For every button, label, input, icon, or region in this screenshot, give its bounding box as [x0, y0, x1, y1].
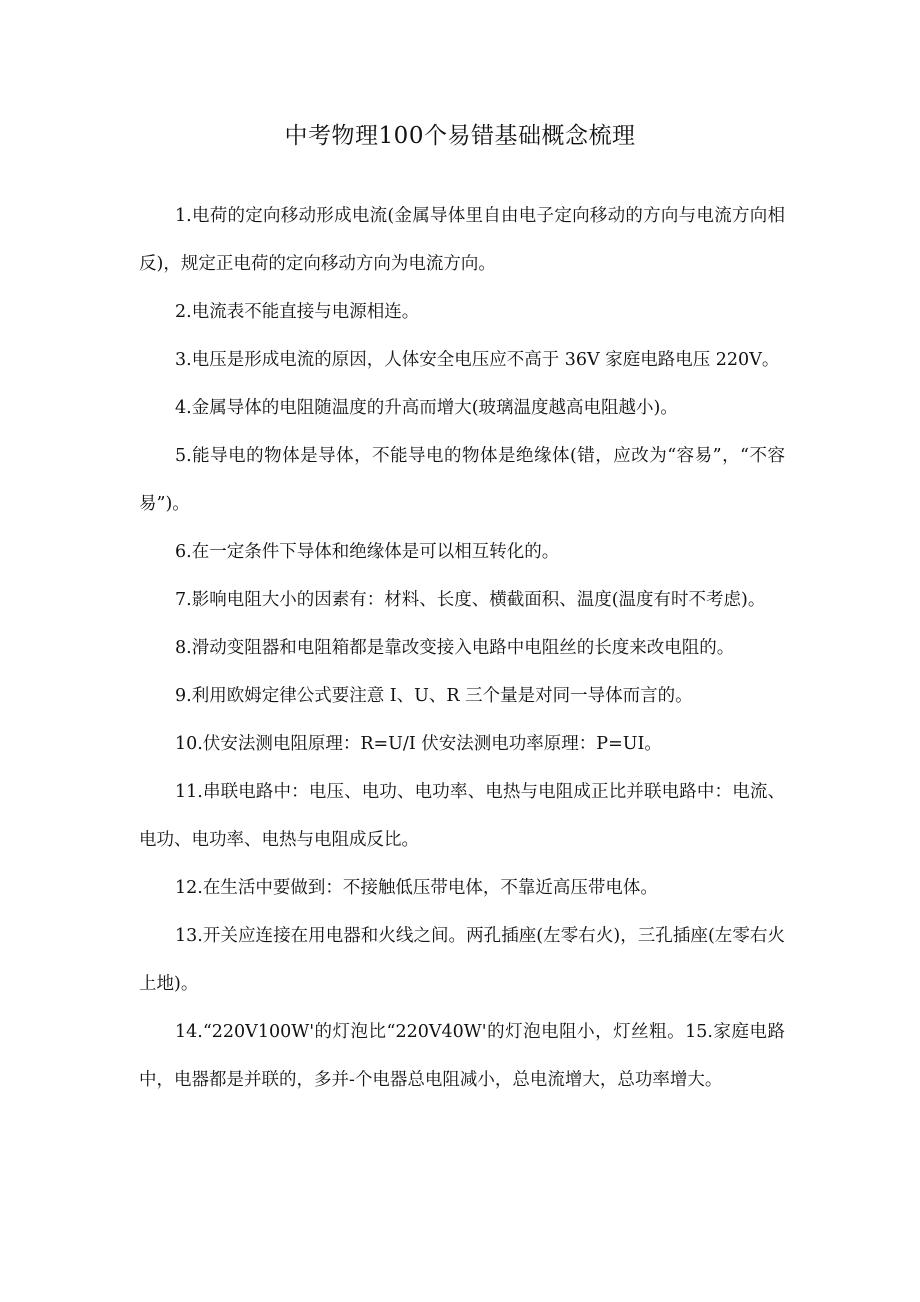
paragraph-7: 7.影响电阻大小的因素有：材料、长度、横截面积、温度(温度有时不考虑)。	[175, 590, 766, 610]
paragraph-10: 10.伏安法测电阻原理：R=U/I 伏安法测电功率原理：P=UI。	[175, 734, 662, 754]
paragraph-14: 14.“220V100W'的灯泡比“220V40W'的灯泡电阻小，灯丝粗。15.家庭电路中，电器都是并联的，多并-个电器总电阻减小，总电流增大，总功率增大。	[139, 1022, 785, 1090]
paragraph-4: 4.金属导体的电阻随温度的升高而增大(玻璃温度越高电阻越小)。	[175, 398, 678, 418]
paragraph-9: 9.利用欧姆定律公式要注意 I、U、R 三个量是对同一导体而言的。	[175, 686, 693, 706]
paragraph-5: 5.能导电的物体是导体，不能导电的物体是绝缘体(错，应改为“容易”，“不容易”)。	[139, 446, 785, 514]
paragraph-3: 3.电压是形成电流的原因，人体安全电压应不高于 36V 家庭电路电压 220V。	[175, 350, 780, 370]
document-body	[139, 192, 785, 1104]
paragraph-13: 13.开关应连接在用电器和火线之间。两孔插座(左零右火)，三孔插座(左零右火上地)。	[139, 926, 785, 994]
document-title: 中考物理100个易错基础概念梳理	[284, 123, 636, 149]
paragraph-8: 8.滑动变阻器和电阻箱都是靠改变接入电路中电阻丝的长度来改电阻的。	[175, 638, 735, 658]
paragraph-1: 1.电荷的定向移动形成电流(金属导体里自由电子定向移动的方向与电流方向相反)，规定正电荷的定向移动方向为电流方向。	[139, 206, 785, 274]
paragraph-11: 11.串联电路中：电压、电功、电功率、电热与电阻成正比并联电路中：电流、电功、电功率、电热与电阻成反比。	[139, 782, 785, 850]
paragraph-2: 2.电流表不能直接与电源相连。	[175, 302, 420, 322]
paragraph-12: 12.在生活中要做到：不接触低压带电体，不靠近高压带电体。	[175, 878, 658, 898]
paragraph-6: 6.在一定条件下导体和绝缘体是可以相互转化的。	[175, 542, 560, 562]
